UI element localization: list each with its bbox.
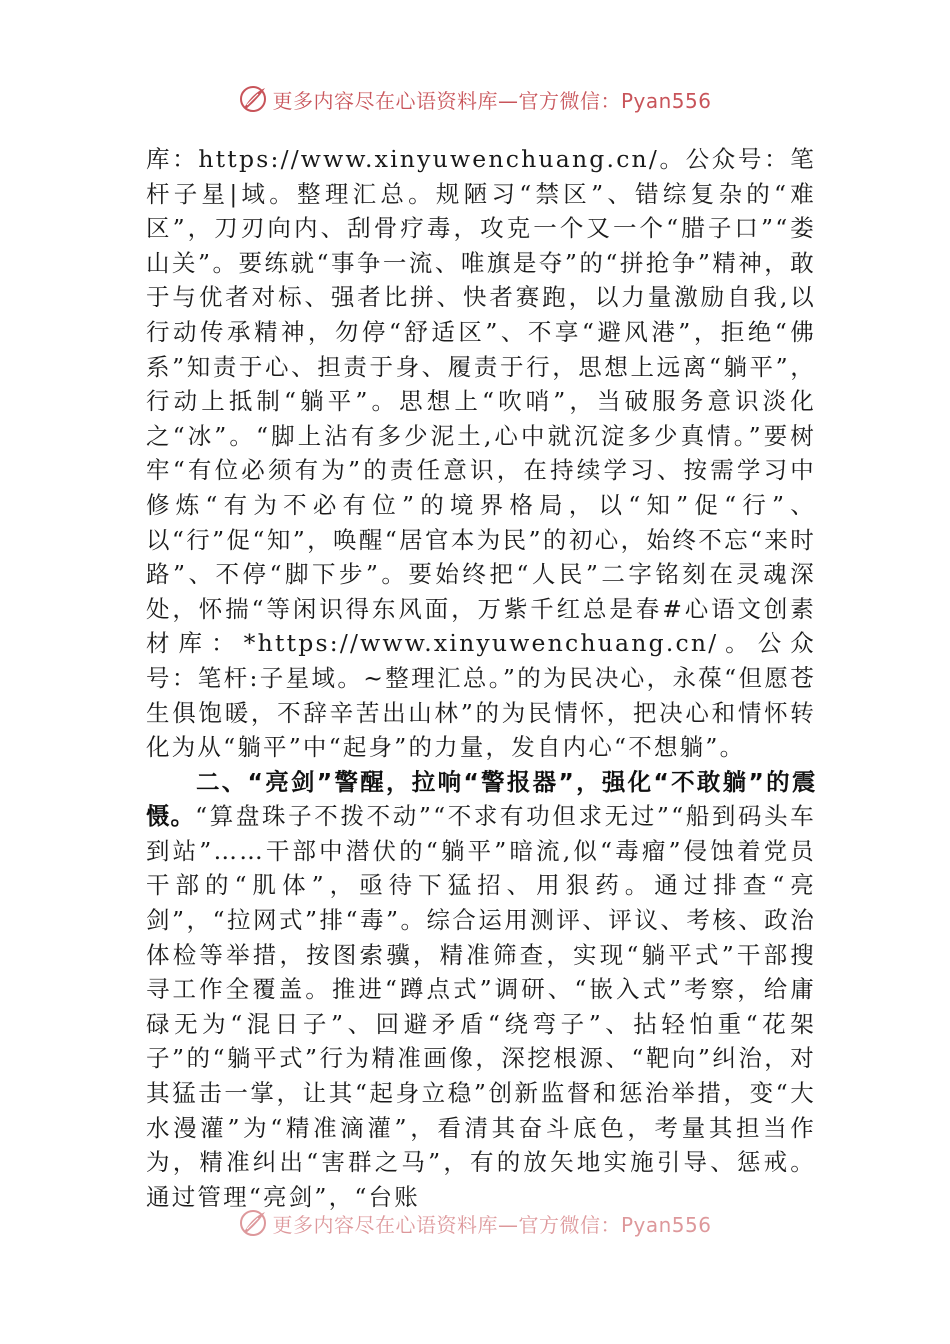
watermark-footer bbox=[0, 1208, 950, 1238]
watermark-text: 更多内容尽在心语资料库—官方微信：Pyan556 bbox=[272, 1212, 712, 1237]
quill-logo-icon bbox=[238, 1208, 268, 1238]
watermark-header bbox=[0, 84, 950, 114]
section-2-text: “算盘珠子不拨不动”“不求有功但求无过”“船到码头车到站”……干部中潜伏的“躺平”暗流,似“毒瘤”侵蚀着党员干部的“肌体”，亟待下猛招、用狠药。通过排查“亮剑”，“拉网式”排“毒”。综合运用测评、评议、考核、政治体检等举措，按图索骥，精准筛查，实现“躺平式”干部搜寻工作全覆盖。推进“蹲点式”调研、“嵌入式”考察，给庸碌无为“混日子”、回避矛盾“绕弯子”、拈轻怕重“花架子”的“躺平式”行为精准画像，深挖根源、“靶向”纠治，对其猛击一掌，让其“起身立稳”创新监督和惩治举措，变“大水漫灌”为“精准滴灌”，看清其奋斗底色，考量其担当作为，精准纠出“害群之马”，有的放矢地实施引导、惩戒。通过管理“亮剑”，“台账 bbox=[146, 802, 816, 1211]
watermark-text: 更多内容尽在心语资料库—官方微信：Pyan556 bbox=[272, 88, 712, 113]
document-body bbox=[146, 142, 816, 1214]
body-paragraph-1: 库：https://www.xinyuwenchuang.cn/。公众号：笔杆子星|域。整理汇总。规陋习“禁区”、错综复杂的“难区”，刀刃向内、刮骨疗毒，攻克一个又一个“腊子口”“娄山关”。要练就“事争一流、唯旗是夺”的“拼抢争”精神，敢于与优者对标、强者比拼、快者赛跑，以力量激励自我,以行动传承精神，勿停“舒适区”、不享“避风港”，拒绝“佛系”知责于心、担责于身、履责于行，思想上远离“躺平”，行动上抵制“躺平”。思想上“吹哨”，当破服务意识淡化之“冰”。“脚上沾有多少泥土,心中就沉淀多少真情。”要树牢“有位必须有为”的责任意识，在持续学习、按需学习中修炼“有为不必有位”的境界格局，以“知”促“行”、以“行”促“知”，唤醒“居官本为民”的初心，始终不忘“来时路”、不停“脚下步”。要始终把“人民”二字铭刻在灵魂深处，怀揣“等闲识得东风面，万紫千红总是春#心语文创素材库：*https://www.xinyuwenchuang.cn/。公众号：笔杆:子星域。~整理汇总。”的为民决心，永葆“但愿苍生俱饱暖，不辞辛苦出山林”的为民情怀，把决心和情怀转化为从“躺平”中“起身”的力量，发自内心“不想躺”。 bbox=[146, 145, 816, 762]
body-paragraph-2 bbox=[146, 765, 816, 1215]
section-heading-2: 二、“亮剑”警醒，拉响“警报器”，强化“不敢躺”的震慑。 bbox=[146, 767, 816, 831]
quill-logo-icon bbox=[238, 84, 268, 114]
